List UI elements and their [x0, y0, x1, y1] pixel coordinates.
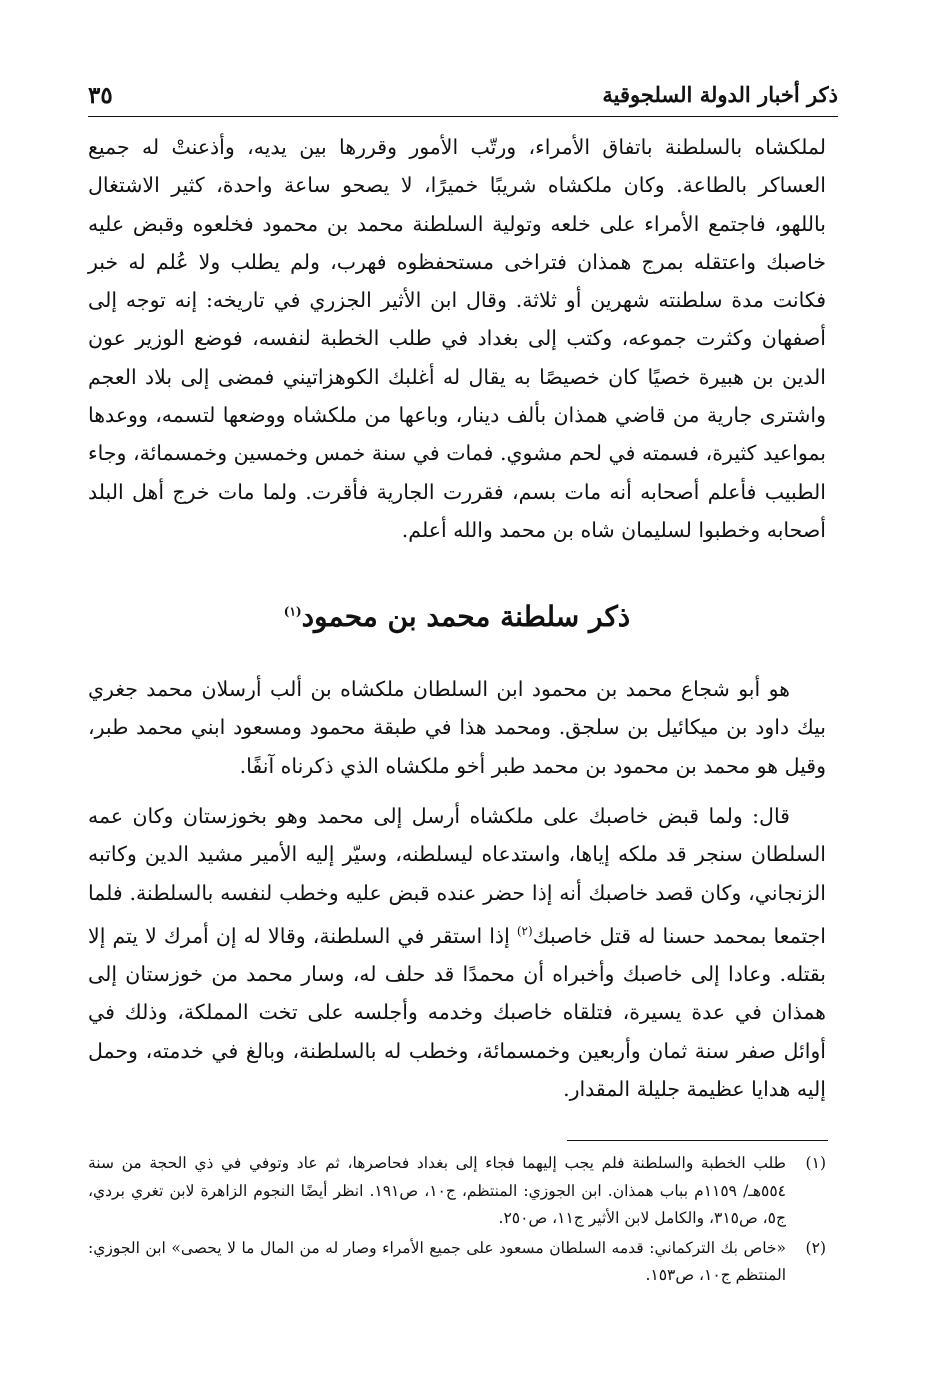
footnote-text: طلب الخطبة والسلطنة فلم يجب إليهما فجاء إلى بغداد فحاصرها، ثم عاد وتوفي في ذي الحجة من سنة ٥٥٤هـ/ ١١٥٩م بباب همذان. ابن الجوزي: المنتظم، ج١٠، ص١٩١. انظر أيضًا النجوم الزاهرة لابن تغري بردي، ج٥، ص٣١٥، والكامل لابن الأثير ج١١، ص٢٥٠.	[88, 1154, 786, 1227]
running-title: ذكر أخبار الدولة السلجوقية	[602, 82, 838, 107]
paragraph-2	[88, 797, 826, 1108]
paragraph-2-part-2: إذا استقر في السلطنة، وقالا له إن أمرك لا يتم إلا بقتله. وعادا إلى خاصبك وأخبراه أن محمدًا قد حلف له، وسار محمد من خوزستان إلى همذان في عدة يسيرة، فتلقاه خاصبك وخدمه وأجلسه على تخت المملكة، وذلك في أوائل صفر سنة ثمان وأربعين وخمسمائة، وخطب له بالسلطنة، وبالغ في خدمته، وحمل إليه هدايا عظيمة جليلة المقدار.	[88, 923, 826, 1101]
footnote-2	[88, 1235, 826, 1290]
paragraph-2-part-1: قال: ولما قبض خاصبك على ملكشاه أرسل إلى محمد وهو بخوزستان وكان عمه السلطان سنجر قد ملكه إياها، واستدعاه ليسلطنه، وسيّر إليه الأمير مشيد الدين وكاتبه الزنجاني، وكان قصد خاصبك أنه إذا حضر عنده قبض عليه وخطب لنفسه بالسلطنة. فلما اجتمعا بمحمد حسنا له قتل خاصبك	[88, 804, 826, 948]
opening-paragraph: لملكشاه بالسلطنة باتفاق الأمراء، ورتّب الأمور وقررها بين يديه، وأذعنتْ له جميع العساكر بالطاعة. وكان ملكشاه شريبًا خميرًا، لا يصحو ساعة واحدة، كثير الاشتغال باللهو، فاجتمع الأمراء على خلعه وتولية السلطنة محمد بن محمود فخلعوه وقبض عليه خاصبك واعتقله بمرج همذان فتراخى مستحفظوه فهرب، ولم يطلب ولا عُلم له خبر فكانت مدة سلطنته شهرين أو ثلاثة. وقال ابن الأثير الجزري في تاريخه: إنه توجه إلى أصفهان وكثرت جموعه، وكتب إلى بغداد في طلب الخطبة لنفسه، فوضع الوزير عون الدين بن هبيرة خصيًا كان خصيصًا به يقال له أغلبك الكوهزاتيني فمضى إلى بلاد العجم واشترى جارية من قاضي همذان بألف دينار، وباعها من ملكشاه ووضعها لتسمه، ووعدها بمواعيد كثيرة، فسمته في لحم مشوي. فمات في سنة خمس وخمسين وخمسمائة، وجاء الطبيب فأعلم أصحابه أنه مات بسم، فقررت الجارية فأقرت. ولما مات خرج أهل البلد أصحابه وخطبوا لسليمان شاه بن محمد والله أعلم.	[88, 135, 826, 542]
footnote-1	[88, 1150, 826, 1233]
footnote-divider	[567, 1140, 828, 1141]
section-heading	[88, 600, 826, 633]
footnotes	[88, 1150, 826, 1292]
page-number: ٣٥	[88, 82, 113, 109]
footnote-ref-2: (٢)	[516, 923, 533, 938]
page-header	[88, 76, 838, 117]
footnote-ref-1: (١)	[283, 604, 302, 619]
paragraph-1: هو أبو شجاع محمد بن محمود ابن السلطان ملكشاه بن ألب أرسلان محمد جغري بيك داود بن ميكائيل بن سلجق. ومحمد هذا في طبقة محمود ومسعود ابني محمد طبر، وقيل هو محمد بن محمود بن محمد طبر أخو ملكشاه الذي ذكرناه آنفًا.	[88, 677, 826, 778]
section-heading-text: ذكر سلطنة محمد بن محمود	[301, 600, 631, 633]
footnote-number: (١)	[805, 1154, 826, 1172]
footnote-text: «خاص بك التركماني: قدمه السلطان مسعود على جميع الأمراء وصار له من المال ما لا يحصى» ابن الجوزي: المنتظم ج١٠، ص١٥٣.	[88, 1238, 786, 1284]
footnote-number: (٢)	[805, 1238, 826, 1257]
